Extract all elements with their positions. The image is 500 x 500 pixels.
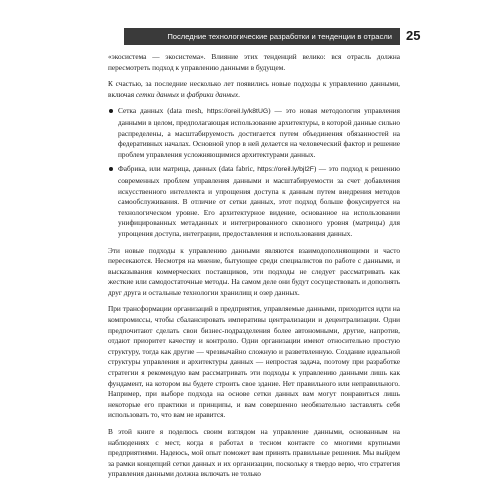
paragraph-2-text-end: . <box>238 89 240 99</box>
page-number: 25 <box>406 28 421 43</box>
running-header: Последние технологические разработки и тенденции в отрасли <box>124 28 400 45</box>
bullet-item-data-mesh <box>108 106 400 160</box>
bullet-dot-icon <box>109 109 113 113</box>
paragraph-2-text-middle: и <box>179 89 187 99</box>
bullet-text-after-link: ) — это новая методология управления данными в целом, предполагающая использование архитектуры, в которой данные сильно распределены, а масштабируемость достигается путем объединения обязанностей на федеративных началах. Основной упор в ней делается на человеческий фактор и решение проблем управления усложняющимися архитектурами данных. <box>118 106 400 159</box>
bullet-text-before-link: Сетка данных (data mesh, <box>118 106 207 116</box>
paragraph-4: При трансформации организаций в предприятия, управляемые данными, приходится идти на компромиссы, чтобы сбалансировать императивы централизации и децентрализации. Одни предпочитают сделать свои бизнес-подразделения более автономными, другие, напротив, отдают приоритет качеству и контролю. Одни организации имеют относительно простую структуру, тогда как другие — чрезвычайно сложную и разветвленную. Создание идеальной структуры управления и архитектуры данных — непростая задача, поэтому при разработке стратегии я рекомендую вам рассматривать эти подходы к управлению данными лишь как фундамент, на котором вы будете строить свое здание. Нет правильного или неправильного. Например, при выборе подхода на основе сетки данных вам могут понравиться лишь некоторые его практики и принципы, и вам совершенно необязательно заставлять себя использовать то, что вам не нравится. <box>108 304 400 420</box>
bullet-item-data-fabric <box>108 164 400 239</box>
paragraph-5: В этой книге я поделюсь своим взглядом на управление данными, основанным на наблюдениях с мест, когда я работал в тесном контакте со многими крупными предприятиями. Надеюсь, мой опыт поможет вам принять правильные решения. Мы выйдем за рамки концепций сетки данных и их организации, поскольку я твердо верю, что стратегия управления данными должна включать не только <box>108 427 400 479</box>
bullet-text-after-link: ) — это подход к решению современных проблем управления данными и масштабируемости за счет добавления искусственного интеллекта и упрощения доступа к данным путем внедрения методов самообслуживания. В отличие от сетки данных, этот подход больше фокусируется на технологическом уровне. Его архитектурное видение, основанное на использовании унифицированных метаданных и интегрированного сквозного уровня (матрицы) для упрощения доступа, интеграции, предоставления и использования данных. <box>118 164 400 238</box>
italic-term-data-mesh: сетки данных <box>135 89 180 99</box>
bullet-list <box>108 106 400 239</box>
paragraph-2-text-start: К счастью, за последние несколько лет появились новые подходы к управлению данными, включая <box>108 79 400 99</box>
paragraph-1: «экосистема — экосистема». Влияние этих тенденций велико: вся отрасль должна пересмотреть подход к управлению данными в будущем. <box>108 52 400 72</box>
link-data-mesh[interactable]: https://oreil.ly/k8tUG <box>206 108 269 116</box>
paragraph-2 <box>108 79 400 100</box>
body-text <box>108 52 400 486</box>
bullet-dot-icon <box>109 167 113 171</box>
link-data-fabric[interactable]: https://oreil.ly/bjl2F <box>257 166 314 174</box>
italic-term-data-fabric: фабрики данных <box>186 89 239 99</box>
bullet-text-before-link: Фабрика, или матрица, данных (data fabric, <box>118 164 258 174</box>
paragraph-3: Эти новые подходы к управлению данными являются взаимодополняющими и часто пересекаются. Несмотря на мнение, бытующее среди специалистов по работе с данными, и высказывания коммерческих поставщиков, эти подходы не следует рассматривать как жесткие или самодостаточные методы. На самом деле они будут сосуществовать и дополнять друг друга и остальные технологии хранилищ и озер данных. <box>108 245 400 297</box>
